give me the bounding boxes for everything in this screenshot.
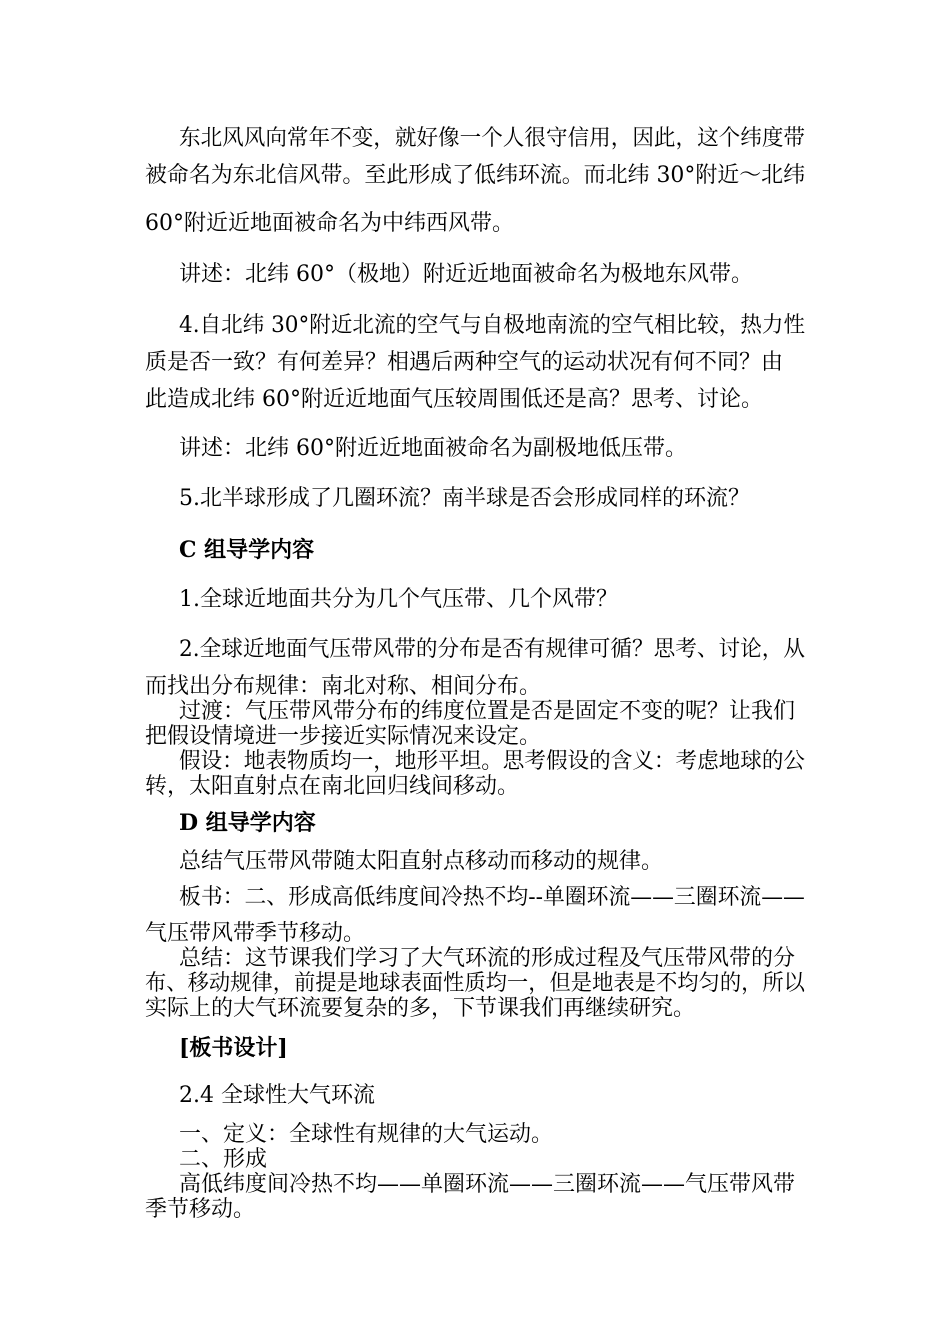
paragraph-line: 板书：二、形成高低纬度间冷热不均--单圈环流——三圈环流——	[179, 885, 805, 910]
paragraph-line: 一、定义：全球性有规律的大气运动。	[179, 1122, 554, 1147]
paragraph-line: 总结：这节课我们学习了大气环流的形成过程及气压带风带的分	[179, 946, 796, 971]
section-heading: C 组导学内容	[179, 537, 315, 563]
paragraph-line: 此造成北纬 60°附近近地面气压较周围低还是高？思考、讨论。	[145, 387, 763, 412]
paragraph-line: 讲述：北纬 60°（极地）附近近地面被命名为极地东风带。	[179, 262, 753, 287]
paragraph-line: 假设：地表物质均一，地形平坦。思考假设的含义：考虑地球的公	[179, 749, 806, 774]
section-heading: [板书设计]	[179, 1035, 288, 1061]
paragraph-line: 气压带风带季节移动。	[145, 921, 366, 946]
paragraph-line: 把假设情境进一步接近实际情况来设定。	[145, 724, 542, 749]
paragraph-line: 季节移动。	[145, 1197, 256, 1222]
paragraph-line: 东北风风向常年不变，就好像一个人很守信用，因此，这个纬度带	[179, 126, 806, 151]
paragraph-line: 实际上的大气环流要复杂的多，下节课我们再继续研究。	[145, 996, 696, 1021]
paragraph-line: 质是否一致？有何差异？相遇后两种空气的运动状况有何不同？由	[145, 350, 784, 375]
paragraph-line: 60°附近近地面被命名为中纬西风带。	[145, 211, 514, 236]
paragraph-line: 转，太阳直射点在南北回归线间移动。	[145, 774, 520, 799]
paragraph-line: 总结气压带风带随太阳直射点移动而移动的规律。	[179, 849, 664, 874]
paragraph-line: 过渡：气压带风带分布的纬度位置是否是固定不变的呢？让我们	[179, 699, 796, 724]
paragraph-line: 布、移动规律，前提是地球表面性质均一，但是地表是不均匀的，所以	[145, 971, 805, 996]
paragraph-line: 讲述：北纬 60°附近近地面被命名为副极地低压带。	[179, 436, 687, 461]
paragraph-line: 高低纬度间冷热不均——单圈环流——三圈环流——气压带风带	[179, 1172, 796, 1197]
paragraph-line: 5.北半球形成了几圈环流？南半球是否会形成同样的环流？	[179, 486, 750, 511]
paragraph-line: 1.全球近地面共分为几个气压带、几个风带？	[179, 587, 618, 612]
paragraph-line: 2.全球近地面气压带风带的分布是否有规律可循？思考、讨论，从	[179, 637, 805, 662]
paragraph-line: 被命名为东北信风带。至此形成了低纬环流。而北纬 30°附近～北纬	[145, 163, 806, 188]
paragraph-line: 4.自北纬 30°附近北流的空气与自极地南流的空气相比较，热力性	[179, 313, 806, 338]
section-heading: D 组导学内容	[179, 810, 316, 836]
paragraph-line: 而找出分布规律：南北对称、相间分布。	[145, 674, 542, 699]
paragraph-line: 二、形成	[179, 1147, 268, 1172]
paragraph-line: 2.4 全球性大气环流	[179, 1083, 375, 1108]
